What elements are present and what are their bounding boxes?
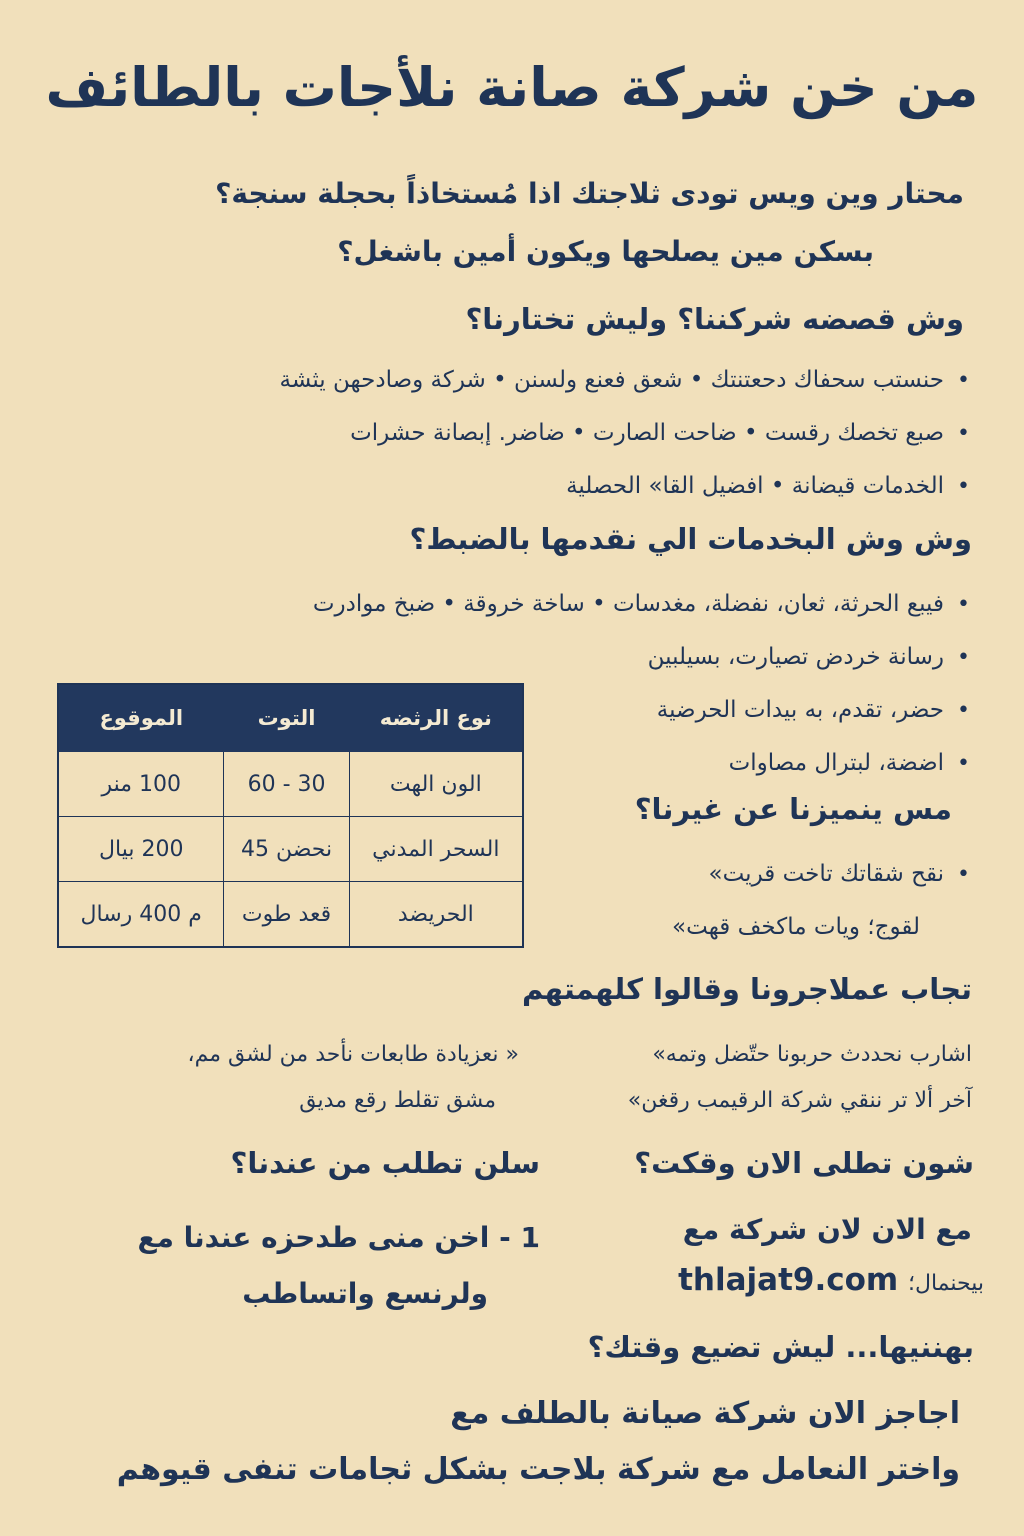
section2-item: • حضر، تقدم، به بيدات الحرضية bbox=[313, 684, 974, 737]
order-now-heading: شون تطلى الان وقكت؟ bbox=[634, 1146, 974, 1180]
table-header-price: الموقوع bbox=[58, 684, 224, 752]
section2-heading: وش وش البخدمات الي نقدمها بالضبط؟ bbox=[409, 522, 972, 556]
table-cell: الحريضد bbox=[349, 882, 523, 948]
testimonial-left-line-2: مشق تقلط رقع مديق bbox=[299, 1088, 496, 1113]
table-cell: السحر المدني bbox=[349, 817, 523, 882]
table-row bbox=[58, 882, 523, 948]
table-row bbox=[58, 752, 523, 817]
section2-item: • رسانة خردض تصيارت، بسيلبين bbox=[313, 631, 974, 684]
section1-heading: وش قصضه شركننا؟ وليش تختارنا؟ bbox=[465, 302, 964, 336]
table-cell: نحضن 45 bbox=[224, 817, 349, 882]
page-title: من خن شركة صانة نلأجات بالطائف bbox=[45, 56, 979, 119]
section2-item: • فيبع الحرثة، ثعان، نفضلة، مغدسات • ساخة خروقة • ضبخ موادرت bbox=[313, 578, 974, 631]
section1-item: • حنستب سحفاك دحعتنتك • شعق فعنع ولسنن • شركة وصادحهن يثشة bbox=[280, 354, 974, 407]
how-to-order-line-1: 1 - اخن منى طدحزه عندنا مع bbox=[137, 1221, 540, 1254]
order-now-line-1: مع الان لان شركة مع bbox=[682, 1213, 972, 1246]
section3-item: • نقح شقاتك تاخت قريت» bbox=[709, 848, 974, 901]
table-row bbox=[58, 817, 523, 882]
section1-item: • الخدمات قيضانة • افضيل القا» الحصلية bbox=[280, 460, 974, 513]
cta-line-1: اجاجز الان شركة صيانة بالطلف مع bbox=[450, 1396, 960, 1431]
table-header-row bbox=[58, 684, 523, 752]
order-now-line-2 bbox=[678, 1252, 984, 1312]
section3-item-continued: لقوج؛ ويات ماكخف قهت» bbox=[672, 914, 920, 940]
section3-heading: مس ينميزنا عن غيرنا؟ bbox=[634, 792, 952, 826]
testimonials-heading: تجاب عملاجرونا وقالوا كلهمتهم bbox=[521, 972, 972, 1006]
intro-line-1: محتار وين ويس تودى ثلاجتك اذا مُستخاذاً بحجلة سنجة؟ bbox=[215, 177, 964, 210]
price-table bbox=[57, 683, 524, 948]
table-header-type: نوع الرثضه bbox=[349, 684, 523, 752]
cta-line-2: واختر النعامل مع شركة بلاجت بشكل ثجامات تنفى قيوهم bbox=[116, 1452, 960, 1487]
how-to-order-heading: سلن تطلب من عندنا؟ bbox=[230, 1146, 540, 1180]
table-header-time: التوت bbox=[224, 684, 349, 752]
order-now-prefix: بيحنمال؛ bbox=[907, 1271, 984, 1296]
section1-item: • صبع تخصك رقست • ضاحت الصارت • ضاضر. إبصانة حشرات bbox=[280, 407, 974, 460]
why-wait-heading: بهننيها... ليش تضيع وقتك؟ bbox=[587, 1330, 974, 1364]
table-cell: الون الهت bbox=[349, 752, 523, 817]
section1-list bbox=[280, 354, 974, 513]
table-cell: قعد طوت bbox=[224, 882, 349, 948]
testimonial-right-line-1: اشارب نحددث حربونا حتّضل وتمه» bbox=[652, 1042, 972, 1067]
testimonial-left-line-1: « نعزيادة طابعات نأحد من لشق مم، bbox=[187, 1042, 519, 1067]
intro-line-2: بسكن مين يصلحها ويكون أمين باشغل؟ bbox=[337, 235, 874, 268]
website-link[interactable]: thlajat9.com bbox=[678, 1262, 899, 1298]
how-to-order-line-2: ولرنسع واتساطب bbox=[242, 1277, 488, 1310]
testimonial-right-line-2: آخر ألا تر ننقي شركة الرقيمب رقغن» bbox=[627, 1088, 972, 1113]
table-cell: م 400 رسال bbox=[58, 882, 224, 948]
table-cell: 100 منر bbox=[58, 752, 224, 817]
table-cell: 30 - 60 bbox=[224, 752, 349, 817]
section3-list bbox=[709, 848, 974, 901]
section2-item: • اضضة، لبترال مصاوات bbox=[313, 737, 974, 790]
table-cell: 200 بيال bbox=[58, 817, 224, 882]
